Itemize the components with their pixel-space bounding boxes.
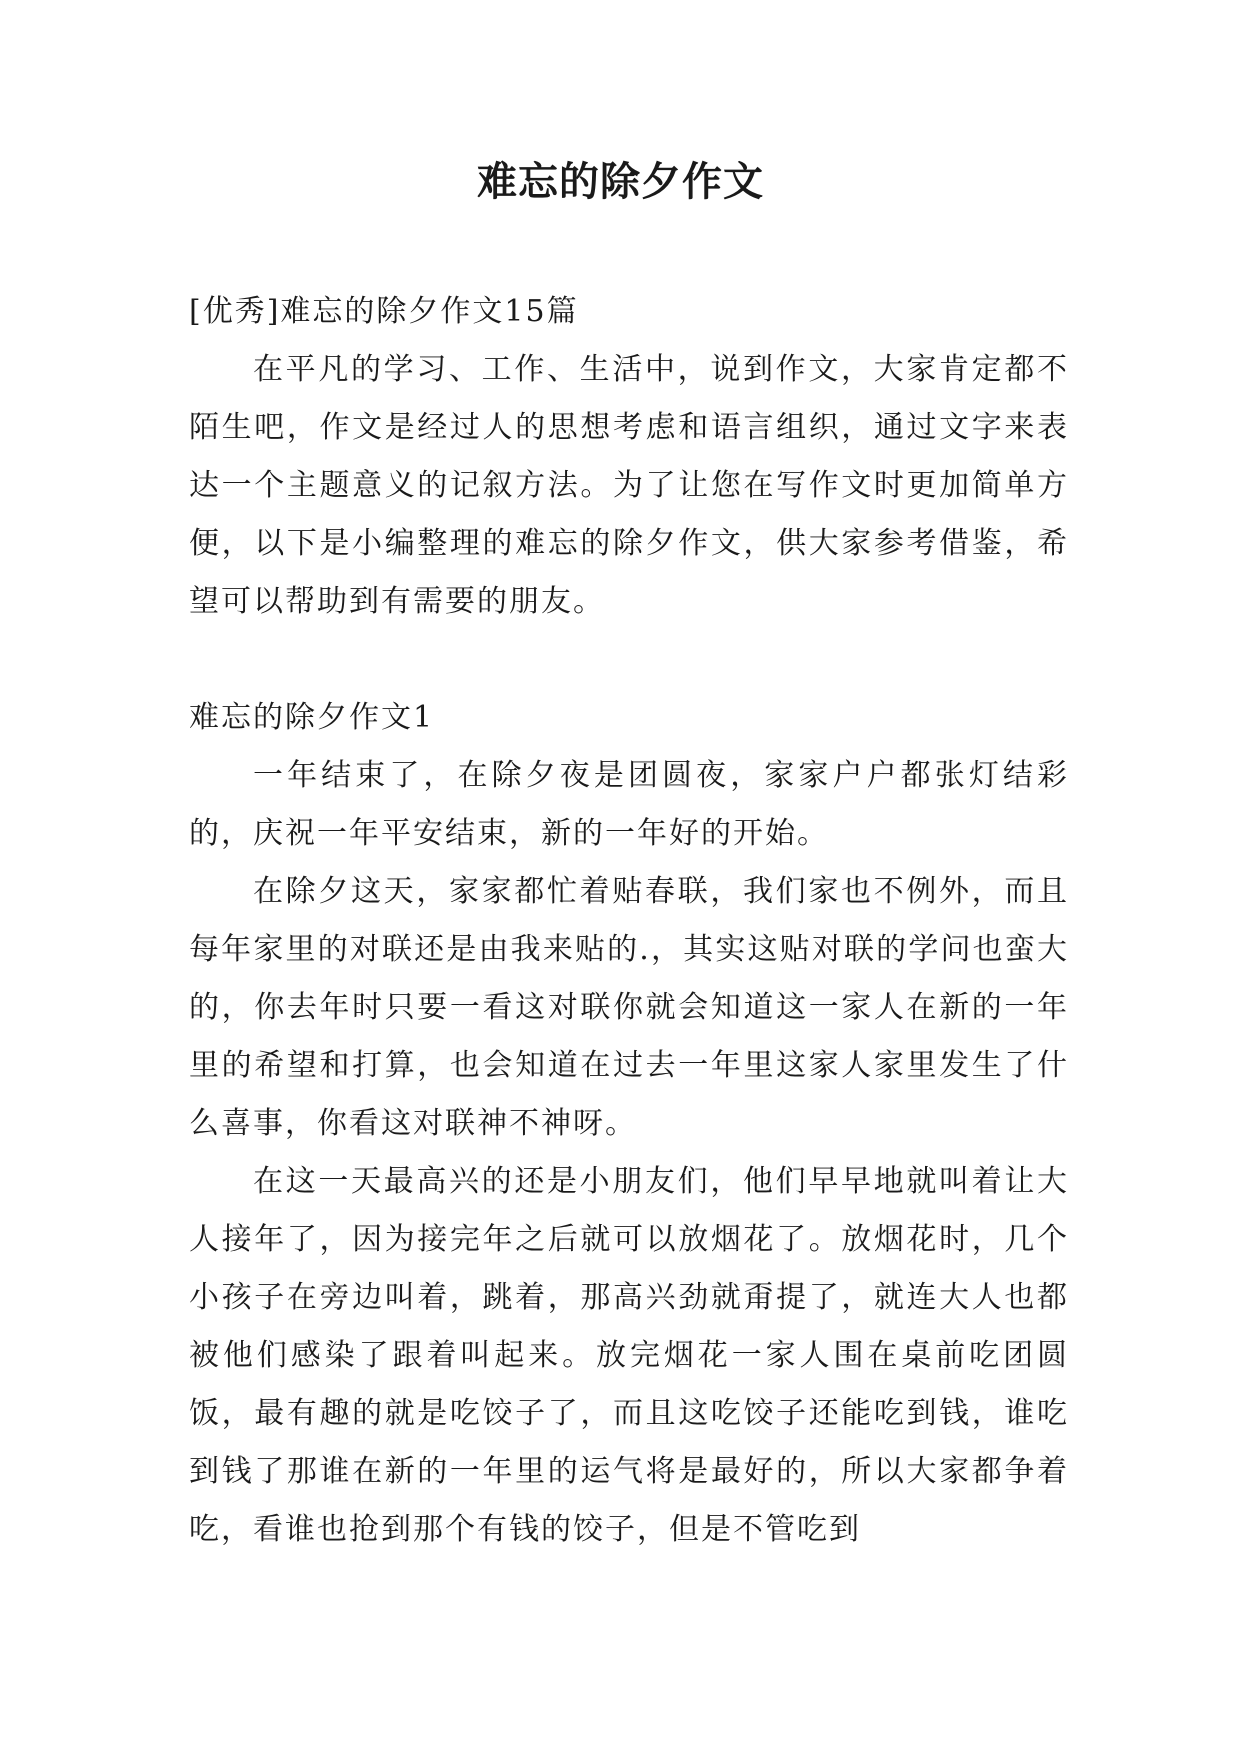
body-paragraph: 在除夕这天，家家都忙着贴春联，我们家也不例外，而且每年家里的对联还是由我来贴的.，其实这贴对联的学问也蛮大的，你去年时只要一看这对联你就会知道这一家人在新的一年里的希望和打算，也会知道在过去一年里这家人家里发生了什么喜事，你看这对联神不神呀。 bbox=[189, 874, 1069, 1141]
section-heading: 难忘的除夕作文1 bbox=[189, 700, 435, 735]
intro-paragraph: 在平凡的学习、工作、生活中，说到作文，大家肯定都不陌生吧，作文是经过人的思想考虑和语言组织，通过文字来表达一个主题意义的记叙方法。为了让您在写作文时更加简单方便，以下是小编整理的难忘的除夕作文，供大家参考借鉴，希望可以帮助到有需要的朋友。 bbox=[189, 352, 1069, 619]
document-title: 难忘的除夕作文 bbox=[477, 158, 764, 205]
document-subtitle: [优秀]难忘的除夕作文15篇 bbox=[189, 294, 579, 329]
body-paragraph: 一年结束了，在除夕夜是团圆夜，家家户户都张灯结彩的，庆祝一年平安结束，新的一年好的开始。 bbox=[189, 758, 1069, 851]
paragraph-spacer bbox=[189, 631, 1069, 689]
body-paragraph: 在这一天最高兴的还是小朋友们，他们早早地就叫着让大人接年了，因为接完年之后就可以放烟花了。放烟花时，几个小孩子在旁边叫着，跳着，那高兴劲就甭提了，就连大人也都被他们感染了跟着叫起来。放完烟花一家人围在桌前吃团圆饭，最有趣的就是吃饺子了，而且这吃饺子还能吃到钱，谁吃到钱了那谁在新的一年里的运气将是最好的，所以大家都争着吃，看谁也抢到那个有钱的饺子，但是不管吃到 bbox=[189, 1164, 1069, 1547]
document-body bbox=[189, 283, 1069, 1559]
